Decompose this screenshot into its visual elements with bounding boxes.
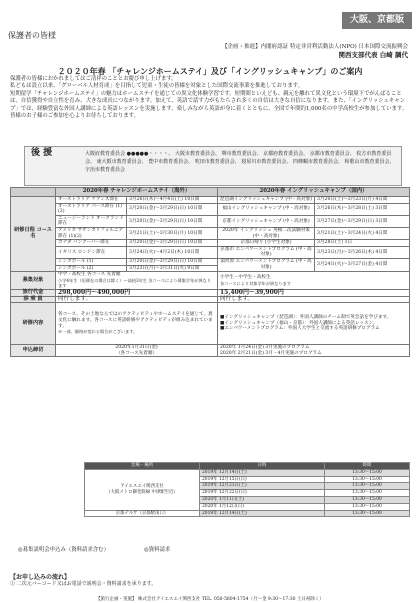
stay-name: イギリス ロンドン滞在 bbox=[56, 246, 127, 258]
footer-contact: 【旅行企画・実施】 株式会社アイエスエイ関西支社 TEL. 050-5804-1754（月～金 9:30～17:30 土日祝除く） bbox=[96, 597, 324, 602]
camp-dates: 3月23日(月)～3月26日(木) 4日間 bbox=[315, 246, 410, 258]
sched-time: 13:30～15:00 bbox=[325, 496, 410, 503]
org-line-1: 【企画・推進】内閣府認証 特定非営利活動法人(NPO) 日本国際交流振興会 bbox=[222, 44, 408, 50]
region-tag: 大阪、京都版 bbox=[342, 12, 412, 29]
intro-paragraph: 私どもは設立以来、「グローバル人材育成」を目指して児童・生徒の皆様を対象とした国際交流事業を推進しております。 bbox=[10, 83, 304, 90]
sched-date: 2019年 12月21日(土) bbox=[200, 483, 325, 490]
venue-osaka-name: アイエスエイ関西支社 bbox=[120, 483, 164, 489]
row-header-price: 旅行代金 bbox=[11, 289, 56, 296]
camp-name: 京都日帰り (小学生対象) bbox=[218, 240, 315, 247]
sponsor-label: 後 援 bbox=[31, 148, 53, 158]
sched-date: 2019年 12月14日(土) bbox=[200, 469, 325, 476]
content-camp-1: ■イングリッシュキャンプ（琵琶湖）：外国人講師のチーム制で英会話を学びます。 bbox=[220, 315, 392, 321]
row-header-target: 募集対象 bbox=[11, 272, 56, 290]
content-camp-3: ■エンパワーメントプログラム：外国人大学生と交流する英語研修プログラム bbox=[220, 326, 380, 332]
deadline-camp-2: 2020年 2月21日(金) 3月・4月実施のプログラム bbox=[220, 350, 322, 356]
camp-name: 福山イングリッシュキャンプ (中・高対象) bbox=[218, 203, 315, 215]
deadline-camp-1: 2020年 1月24日(金) 3月実施のプログラム bbox=[220, 345, 310, 351]
camp-dates: 3月26日(木)～3月28日(土) 3日間 bbox=[315, 203, 410, 215]
sponsor-list: 大阪府教育委員会 ●●●●●・・・・、 大阪市教育委員会、 堺市教育委員会、 京都府教育委員会、 京都市教育委員会、 枚方市教育委員会、 東大阪市教育委員会、 豊中市教育委員会、 吹田市教育委員会、 寝屋川市教育委員会、 四條畷市教育委員会、 和歌山市教育委員会、 宇治市教育委員会 bbox=[85, 151, 395, 173]
sched-time: 13:30～15:00 bbox=[325, 503, 410, 510]
stay-dates: 3月20日(金)～3月29日(日) 10日間 bbox=[127, 215, 218, 227]
stay-dates: 3月20日(金)～3月29日(日) 10日間 bbox=[127, 240, 218, 247]
camp-name: 京都イングリッシュキャンプ (中・高対象) bbox=[218, 215, 315, 227]
row-header-deadline: 申込締切 bbox=[11, 345, 56, 357]
sched-time: 13:30～15:00 bbox=[325, 510, 410, 517]
stay-name: カナダ バンクーバー滞在 bbox=[56, 240, 127, 247]
content-stay bbox=[56, 303, 218, 345]
deadline-stay bbox=[56, 345, 218, 357]
venue-kyoto: 京都テルサ（京都駅南口） bbox=[85, 510, 200, 517]
program-table bbox=[10, 187, 410, 357]
stay-dates: 3月26日(木)～4月4日(土) 10日間 bbox=[127, 197, 218, 204]
camp-name: 湯河原 エンパワーメントプログラム (中・高対象) bbox=[218, 258, 315, 271]
sched-date: 2020年 1月11日(土) bbox=[200, 496, 325, 503]
target-stay-detail: 小学4年生（但滞在の場合は除く）～高校3年生 各コースにより募集学年が異なります bbox=[58, 277, 212, 289]
greeting: 保護者の皆様 bbox=[8, 31, 56, 40]
row-header-staff: 添 乗 員 bbox=[11, 296, 56, 303]
content-stay-note: ※一部、価格が変わる場合がございます。 bbox=[58, 329, 138, 335]
target-stay bbox=[56, 272, 218, 290]
stay-dates: 3月21日(土)～3月30日(月) 10日間 bbox=[127, 227, 218, 239]
stay-dates: 3月24日(火)～4月2日(木) 10日間 bbox=[127, 246, 218, 258]
staff-stay: 同行します。 bbox=[56, 296, 218, 303]
camp-name: 2020年 イングリッシュ 英検二次試験対策 (中・高対象) bbox=[218, 227, 315, 239]
stay-dates: 3月23日(月)～3月31日(火) 9日間 bbox=[127, 265, 218, 272]
row-header-content: 研修内容 bbox=[11, 303, 56, 345]
camp-name: 琵琶湖イングリッシュキャンプ (中・高対象) bbox=[218, 197, 315, 204]
sched-time: 13:30～15:00 bbox=[325, 483, 410, 490]
deadline-stay-date: 2020年1月31日(金) bbox=[115, 345, 158, 351]
content-camp bbox=[218, 303, 410, 345]
sched-time: 13:30～15:00 bbox=[325, 490, 410, 497]
sponsor-box bbox=[24, 146, 402, 186]
staff-camp: 同行します。 bbox=[218, 296, 410, 303]
deadline-stay-note: （各コース先着順） bbox=[115, 350, 158, 356]
col-camp-header: 2020年春 イングリッシュキャンプ（国内） bbox=[218, 188, 410, 197]
stay-name: オーストラリア ケアンズ滞在 bbox=[56, 197, 127, 204]
venue-osaka bbox=[85, 469, 200, 510]
sched-time: 13:30～15:00 bbox=[325, 476, 410, 483]
application-flow-title: 【お申し込みの流れ】 bbox=[10, 574, 71, 581]
table-corner bbox=[11, 188, 56, 197]
camp-dates: 3月24日(火)～3月27日(金) 4日間 bbox=[315, 258, 410, 271]
sched-header-time: 時間 bbox=[325, 463, 410, 470]
intro-paragraph: 短期留学「チャレンジホームステイ」の魅力はホームステイを通じての異文化体験学習です。短期間といえども、親元を離れて異文化という環境下でがんばることは、自信獲得や自立性を育み、大きな成長につながります。加えて、英語で話す力がもたらされ多くの自信は大きな自信になります。また、「イングリッシュキャンプ」では、経験豊富な外国人講師による英語レッスンを実施します。楽しみながら英語が身に着くとともに、全国で年間約1,000名の中学高校生が参加しています。皆様のお子様のご参加を心よりお待ちしております。 bbox=[10, 90, 408, 120]
target-camp bbox=[218, 272, 410, 290]
sched-header-venue: 会場・場所 bbox=[85, 463, 200, 470]
deadline-camp bbox=[218, 345, 410, 357]
col-homestay-header: 2020年春 チャレンジホームステイ（海外） bbox=[56, 188, 218, 197]
camp-dates: 3月28日(土) 1日 bbox=[315, 240, 410, 247]
application-flow bbox=[10, 575, 410, 588]
venue-osaka-access: （大阪メトロ御堂筋線 中津駅至近） bbox=[106, 489, 178, 495]
camp-dates: 3月21日(土)～3月24日(火) 4日間 bbox=[315, 227, 410, 239]
stay-name: アメリカ サザンカリフォルニア滞在 (1)(2) bbox=[56, 227, 127, 239]
stay-name: シンガポール (1) bbox=[56, 258, 127, 265]
sched-date: 2019年 12月15日(日) bbox=[200, 476, 325, 483]
page-title: ２０２０年春 「チャレンジホームステイ」及び「イングリッシュキャンプ」のご案内 bbox=[57, 66, 363, 76]
content-stay-text: 各コース、その土地ならではのアクティビティやホームステイを通じて、異文化に触れます。各コースに英語研修やアクティビティが組み込まれています。 bbox=[58, 312, 213, 329]
camp-dates: 3月27日(金)～3月29日(日) 3日間 bbox=[315, 215, 410, 227]
intro-paragraph: 保護者の皆様におかれましてはご清祥のこととお慶び申し上げます。 bbox=[10, 76, 177, 82]
price-stay: 298,000円～490,000円 bbox=[56, 289, 218, 296]
sched-date: 2019年 12月14日(土) bbox=[200, 510, 325, 517]
qr-notice[interactable]: ◎募集説明会申込み（資料請求含む） ◎資料請求 bbox=[18, 547, 171, 553]
application-step-1: ① 二次元バーコード又はお電話で説明会・資料請求を承ります。 bbox=[10, 581, 157, 588]
stay-name: シンガポール (2) bbox=[56, 265, 127, 272]
org-line-2: 関西支部代表 白崎 調代 bbox=[338, 51, 408, 59]
sched-time: 13:30～15:00 bbox=[325, 469, 410, 476]
content-camp-2: ■イングリッシュキャンプ（福山・京都）：外国人講師による英語レッスン。 bbox=[220, 320, 378, 326]
row-header-course: 研修日程 コース名 bbox=[11, 197, 56, 272]
target-stay-main: 中学・高校生 各コース 先着順 bbox=[58, 272, 121, 278]
sched-date: 2019年 12月22日(日) bbox=[200, 490, 325, 497]
camp-name: 京都市 エンパワーメントプログラム (中・高対象) bbox=[218, 246, 315, 258]
sched-header-date: 日時 bbox=[200, 463, 325, 470]
sched-date: 2020年 1月12日(日) bbox=[200, 503, 325, 510]
stay-name: オーストラリア パース滞在 (1)(2) bbox=[56, 203, 127, 215]
stay-dates: 3月20日(金)～3月29日(日) 10日間 bbox=[127, 203, 218, 215]
intro-text bbox=[10, 76, 410, 120]
stay-dates: 3月20日(金)～3月29日(日) 10日間 bbox=[127, 258, 218, 265]
stay-name: ニュージーランド オークランド滞在 bbox=[56, 215, 127, 227]
price-camp: 15,400円～39,900円 bbox=[218, 289, 410, 296]
target-camp-main: 小学生・中学生・高校生 bbox=[220, 274, 271, 280]
session-schedule bbox=[84, 462, 410, 517]
camp-dates: 3月20日(土)～3月23日(月) 4日間 bbox=[315, 197, 410, 204]
target-camp-detail: 各コースにより対象学年が異なります bbox=[220, 280, 291, 286]
